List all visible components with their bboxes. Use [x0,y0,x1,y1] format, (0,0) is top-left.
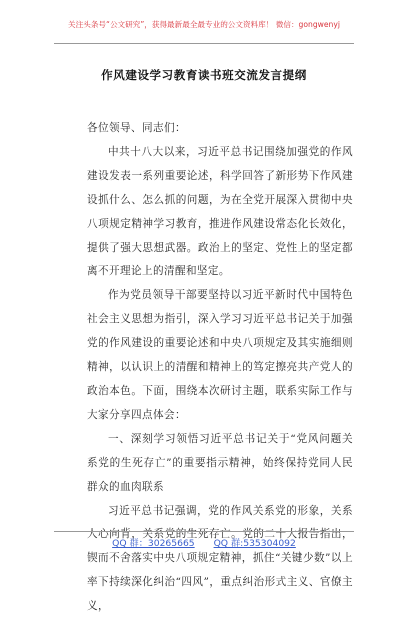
paragraph-3: 习近平总书记强调，党的作风关系党的形象，关系人心向背，关系党的生死存亡。党的二十大报告指出，锲而不舍落实中央八项规定精神，抓住“关键少数”以上率下持续深化纠治“四风”，重点纠治形式主义、官僚主义， [87,500,353,619]
document-title: 作风建设学习教育读书班交流发言提纲 [0,67,408,83]
paragraph-1: 中共十八大以来，习近平总书记围绕加强党的作风建设发表一系列重要论述，科学回答了新形势下作风建设抓什么、怎么抓的问题，为在全党开展深入贯彻中央八项规定精神学习教育，推进作风建设常态化长效化，提供了强大思想武器。政治上的坚定、党性上的坚定都离不开理论上的清醒和坚定。 [87,141,353,284]
greeting: 各位领导、同志们： [87,117,353,141]
footer-divider [54,531,354,532]
footer-qq-group-1[interactable]: QQ 群：30265665 [112,538,195,549]
paragraph-2: 作为党员领导干部要坚持以习近平新时代中国特色社会主义思想为指引，深入学习习近平总书记关于加强党的作风建设的重要论述和中央八项规定及其实施细则精神，以认识上的清醒和精神上的笃定擦亮共产党人的政治本色。下面，围绕本次研讨主题，联系实际工作与大家分享四点体会： [87,284,353,427]
footer-qq-group-2[interactable]: QQ 群:535304092 [214,538,296,549]
section-heading-1: 一、深刻学习领悟习近平总书记关于“党风问题关系党的生死存亡”的重要指示精神，始终保持党同人民群众的血肉联系 [87,428,353,500]
header-divider [54,43,354,44]
header-banner [0,10,408,44]
footer [0,535,408,549]
header-promo-text: 关注头条号“公文研究”，获得最新最全最专业的公文资料库！ 微信：gongwenyj [0,10,408,40]
